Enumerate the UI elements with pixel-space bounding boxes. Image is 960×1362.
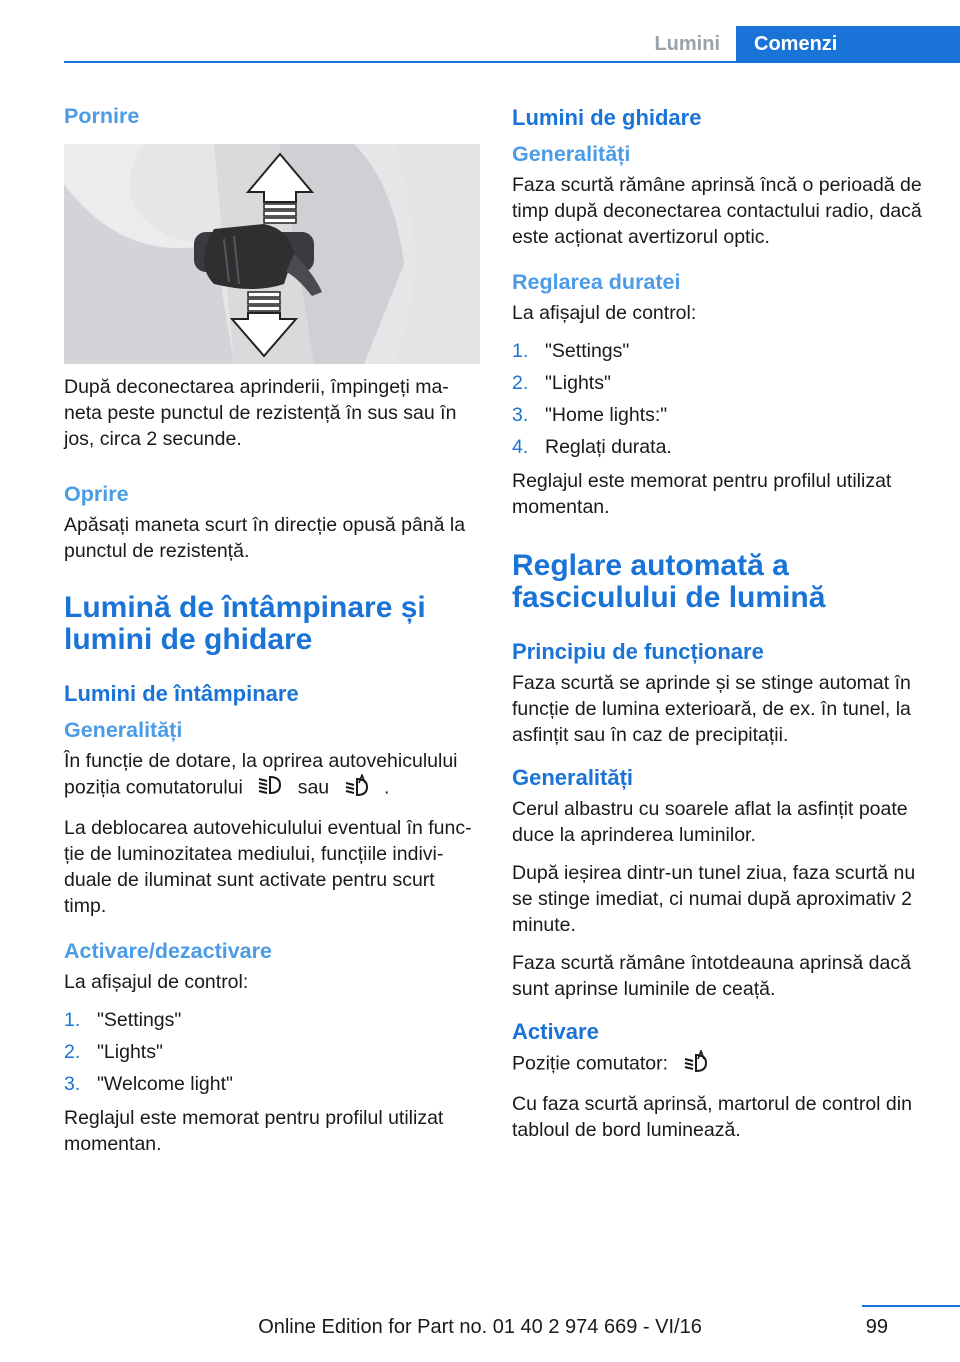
memorat-text-right: Reglajul este memorat pentru profilul utilizat momentan. — [512, 470, 892, 518]
reglarea-steps — [512, 338, 924, 460]
reglarea-text: La afișajul de control: — [512, 302, 697, 324]
generalitati-text-a: În funcție de dotare, la oprirea autovehiculului poziția comutatorului — [64, 750, 458, 799]
activare-text2: Cu faza scurtă aprinsă, martorul de control din tabloul de bord luminează. — [512, 1093, 912, 1141]
list-item: 4. Reglați durata. — [512, 436, 672, 458]
generalitati2-text2: După ieșirea dintr-un tunel ziua, faza scurtă nu se stinge imediat, ci numai după aproximativ 2 minute. — [512, 862, 916, 936]
right-column — [512, 100, 924, 1155]
activare-position-label: Poziție comutator: — [512, 1052, 669, 1075]
auto-light-icon — [343, 774, 371, 803]
generalitati-text2: La deblocarea autovehiculului eventual în func-ție de luminozitatea mediului, funcțiile indivi-duale de iluminat sunt activate pentru scurt timp. — [64, 817, 472, 917]
principiu-text: Faza scurtă se aprinde și se stinge automat în funcție de lumina exterioară, de ex. în tunel, la asfințit sau în caz de precipitații. — [512, 672, 911, 746]
stalk-illustration — [64, 144, 480, 364]
reglare-heading: Reglare automată a fasciculului de lumină — [512, 549, 826, 614]
generalitati2-heading: Generalități — [512, 765, 634, 790]
activare-position-text — [512, 1050, 924, 1079]
generalitati2-text1: Cerul albastru cu soarele aflat la asfințit poate duce la aprinderea luminilor. — [512, 798, 908, 846]
principiu-heading: Principiu de funcționare — [512, 639, 764, 664]
list-item: 2. "Lights" — [64, 1041, 163, 1063]
list-item: 2. "Lights" — [512, 372, 611, 394]
low-beam-icon — [256, 774, 284, 803]
chapter-tab: Comenzi — [736, 26, 960, 62]
generalitati2-text3: Faza scurtă rămâne întotdeauna aprinsă dacă sunt aprinse luminile de ceață. — [512, 952, 911, 1000]
left-column — [64, 100, 482, 1169]
pornire-heading: Pornire — [64, 104, 140, 128]
stalk-illustration-svg — [64, 144, 480, 364]
main-heading: Lumină de întâmpinare și lumini de ghidare — [64, 591, 426, 656]
reglarea-heading: Reglarea duratei — [512, 270, 681, 294]
header-rule — [64, 61, 960, 63]
memorat-text: Reglajul este memorat pentru profilul utilizat momentan. — [64, 1107, 444, 1155]
oprire-text: Apăsați maneta scurt în direcție opusă până la punctul de rezistență. — [64, 514, 466, 562]
page-number: 99 — [865, 1316, 888, 1338]
pornire-text: După deconectarea aprinderii, împingeți ma-neta peste punctul de rezistență în sus sau în jos, circa 2 secunde. — [64, 376, 457, 450]
generalitati-heading: Generalități — [64, 718, 183, 742]
activare-text: La afișajul de control: — [64, 971, 249, 993]
auto-light-icon-right — [682, 1050, 710, 1079]
generalitati-text — [64, 748, 482, 803]
intampinare-heading: Lumini de întâmpinare — [64, 681, 299, 706]
list-item: 3. "Welcome light" — [64, 1073, 233, 1095]
oprire-heading: Oprire — [64, 482, 129, 506]
header-tabs — [624, 26, 960, 62]
ghidare-text: Faza scurtă rămâne aprinsă încă o perioadă de timp după deconectarea contactului radio, dacă este acționat avertizorul optic. — [512, 174, 922, 248]
footer-rule — [862, 1305, 960, 1307]
activare-dezactivare-heading: Activare/dezactivare — [64, 939, 272, 963]
list-item: 3. "Home lights:" — [512, 404, 668, 426]
list-item: 1. "Settings" — [64, 1009, 182, 1031]
generalitati-heading-right: Generalități — [512, 142, 631, 166]
list-item: 1. "Settings" — [512, 340, 630, 362]
activare-heading: Activare — [512, 1019, 599, 1044]
generalitati-text-end: . — [383, 776, 390, 799]
section-tab: Lumini — [654, 33, 720, 55]
activare-steps — [64, 1007, 482, 1097]
generalitati-text-or: sau — [297, 776, 330, 799]
edition-note: Online Edition for Part no. 01 40 2 974 669 - VI/16 — [258, 1316, 702, 1338]
ghidare-heading: Lumini de ghidare — [512, 105, 702, 130]
